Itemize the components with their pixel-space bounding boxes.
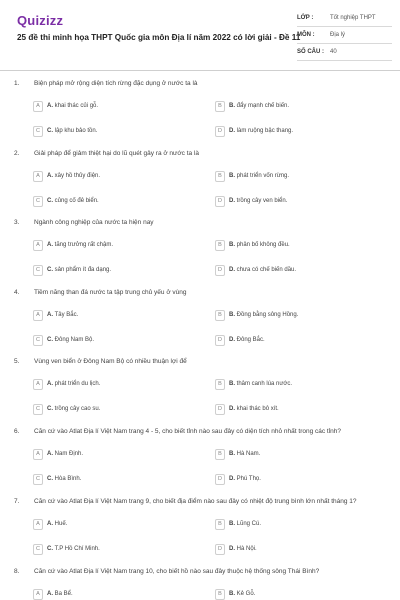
option-text: A. tăng trưởng rất chậm. bbox=[47, 242, 113, 248]
option-text: A. phát triển du lịch. bbox=[47, 381, 101, 387]
option-text: C. sản phẩm ít đa dạng. bbox=[47, 267, 112, 273]
option-a[interactable] bbox=[33, 170, 215, 182]
meta-value: Tốt nghiệp THPT bbox=[330, 15, 376, 21]
option-text: A. Nam Định. bbox=[47, 451, 84, 457]
option-letter: B bbox=[215, 519, 225, 530]
option-letter: A bbox=[33, 449, 43, 460]
option-d[interactable] bbox=[215, 125, 397, 137]
meta-row-subject bbox=[297, 27, 392, 44]
option-text: A. Huế. bbox=[47, 521, 68, 527]
option-text: B. Lũng Cú. bbox=[229, 521, 262, 527]
option-text: D. Phú Thọ. bbox=[229, 476, 261, 482]
option-letter: B bbox=[215, 589, 225, 600]
option-text: A. Tây Bắc. bbox=[47, 312, 79, 318]
option-a[interactable] bbox=[33, 588, 215, 600]
option-text: B. phát triển vốn rừng. bbox=[229, 173, 290, 179]
option-text: D. Hà Nội. bbox=[229, 546, 257, 552]
worksheet-meta bbox=[297, 10, 392, 61]
question-number: 4. bbox=[14, 289, 20, 296]
option-text: B. Đồng bằng sông Hồng. bbox=[229, 312, 299, 318]
option-letter: B bbox=[215, 171, 225, 182]
option-b[interactable] bbox=[215, 588, 397, 600]
meta-label: SỐ CÂU : bbox=[297, 49, 324, 55]
option-letter: A bbox=[33, 101, 43, 112]
meta-label: MÔN : bbox=[297, 32, 315, 38]
option-b[interactable] bbox=[215, 518, 397, 530]
question-text: Căn cứ vào Atlat Địa lí Việt Nam trang 4 - 5, cho biết tỉnh nào sau đây có diện tích nhỏ nhất trong các tỉnh? bbox=[34, 428, 342, 435]
option-letter: B bbox=[215, 379, 225, 390]
option-letter: D bbox=[215, 544, 225, 555]
option-b[interactable] bbox=[215, 448, 397, 460]
option-letter: C bbox=[33, 265, 43, 276]
option-text: A. Ba Bể. bbox=[47, 591, 73, 597]
option-b[interactable] bbox=[215, 170, 397, 182]
header-divider bbox=[0, 70, 400, 71]
option-letter: C bbox=[33, 196, 43, 207]
question-number: 1. bbox=[14, 80, 20, 87]
option-c[interactable] bbox=[33, 543, 215, 555]
question-text: Ngành công nghiệp của nước ta hiện nay bbox=[34, 219, 154, 226]
option-text: C. lập khu bảo tồn. bbox=[47, 128, 98, 134]
option-c[interactable] bbox=[33, 473, 215, 485]
option-letter: D bbox=[215, 404, 225, 415]
question-number: 2. bbox=[14, 150, 20, 157]
option-b[interactable] bbox=[215, 239, 397, 251]
option-text: D. làm ruộng bậc thang. bbox=[229, 128, 294, 134]
question-text: Căn cứ vào Atlat Địa lí Việt Nam trang 10, cho biết hồ nào sau đây thuộc hệ thống sông Thái Bình? bbox=[34, 568, 320, 575]
option-letter: A bbox=[33, 240, 43, 251]
option-b[interactable] bbox=[215, 100, 397, 112]
option-text: B. Kẻ Gỗ. bbox=[229, 591, 256, 597]
option-letter: D bbox=[215, 474, 225, 485]
meta-value: Địa lý bbox=[330, 32, 346, 38]
option-d[interactable] bbox=[215, 543, 397, 555]
option-text: C. T.P Hồ Chí Minh. bbox=[47, 546, 100, 552]
option-a[interactable] bbox=[33, 239, 215, 251]
question-number: 6. bbox=[14, 428, 20, 435]
option-a[interactable] bbox=[33, 518, 215, 530]
option-letter: A bbox=[33, 589, 43, 600]
question-text: Vùng ven biển ở Đông Nam Bộ có nhiều thuận lợi để bbox=[34, 358, 187, 365]
question-text: Biện pháp mở rộng diện tích rừng đặc dụng ở nước ta là bbox=[34, 80, 198, 87]
option-a[interactable] bbox=[33, 309, 215, 321]
question-number: 7. bbox=[14, 498, 20, 505]
option-c[interactable] bbox=[33, 403, 215, 415]
option-letter: B bbox=[215, 310, 225, 321]
option-letter: D bbox=[215, 265, 225, 276]
option-b[interactable] bbox=[215, 378, 397, 390]
option-letter: A bbox=[33, 379, 43, 390]
option-letter: C bbox=[33, 126, 43, 137]
option-a[interactable] bbox=[33, 448, 215, 460]
option-letter: C bbox=[33, 544, 43, 555]
question-text: Căn cứ vào Atlat Địa lí Việt Nam trang 9, cho biết địa điểm nào sau đây có nhiệt độ trung bình lớn nhất tháng 1? bbox=[34, 498, 357, 505]
option-text: B. phân bố không đều. bbox=[229, 242, 290, 248]
option-text: A. xây hồ thủy điện. bbox=[47, 173, 101, 179]
option-letter: B bbox=[215, 101, 225, 112]
meta-label: LỚP : bbox=[297, 15, 314, 21]
meta-row-count bbox=[297, 44, 392, 61]
option-letter: A bbox=[33, 519, 43, 530]
option-letter: A bbox=[33, 171, 43, 182]
option-letter: A bbox=[33, 310, 43, 321]
option-text: A. khai thác củi gỗ. bbox=[47, 103, 99, 109]
option-d[interactable] bbox=[215, 403, 397, 415]
option-text: C. trồng cây cao su. bbox=[47, 406, 101, 412]
option-letter: D bbox=[215, 335, 225, 346]
option-text: D. Đông Bắc. bbox=[229, 337, 265, 343]
option-letter: B bbox=[215, 240, 225, 251]
option-c[interactable] bbox=[33, 195, 215, 207]
option-b[interactable] bbox=[215, 309, 397, 321]
option-text: D. khai thác bô xít. bbox=[229, 406, 279, 412]
option-text: D. trồng cây ven biển. bbox=[229, 198, 288, 204]
option-a[interactable] bbox=[33, 100, 215, 112]
option-letter: B bbox=[215, 449, 225, 460]
option-text: D. chưa có chế biến dầu. bbox=[229, 267, 297, 273]
quizizz-logo: Quizizz bbox=[17, 13, 64, 28]
worksheet-header bbox=[0, 0, 400, 70]
option-c[interactable] bbox=[33, 125, 215, 137]
option-letter: D bbox=[215, 126, 225, 137]
question-text: Tiềm năng than đá nước ta tập trung chủ yếu ở vùng bbox=[34, 289, 187, 296]
meta-value: 40 bbox=[330, 49, 337, 55]
question-number: 5. bbox=[14, 358, 20, 365]
option-letter: C bbox=[33, 404, 43, 415]
option-text: B. Hà Nam. bbox=[229, 451, 261, 457]
option-letter: D bbox=[215, 196, 225, 207]
option-d[interactable] bbox=[215, 264, 397, 276]
option-letter: C bbox=[33, 474, 43, 485]
option-c[interactable] bbox=[33, 264, 215, 276]
worksheet-title: 25 đề thi minh họa THPT Quốc gia môn Địa lí năm 2022 có lời giải - Đề 11 bbox=[17, 33, 301, 42]
question-number: 3. bbox=[14, 219, 20, 226]
option-text: C. Đông Nam Bộ. bbox=[47, 337, 95, 343]
option-text: B. thâm canh lúa nước. bbox=[229, 381, 292, 387]
question-number: 8. bbox=[14, 568, 20, 575]
option-d[interactable] bbox=[215, 334, 397, 346]
meta-row-class bbox=[297, 10, 392, 27]
option-letter: C bbox=[33, 335, 43, 346]
option-c[interactable] bbox=[33, 334, 215, 346]
option-text: C. Hòa Bình. bbox=[47, 476, 82, 482]
option-text: B. đẩy mạnh chế biến. bbox=[229, 103, 290, 109]
option-d[interactable] bbox=[215, 195, 397, 207]
option-a[interactable] bbox=[33, 378, 215, 390]
question-text: Giải pháp để giảm thiệt hại do lũ quét gây ra ở nước ta là bbox=[34, 150, 200, 157]
option-text: C. củng cố đê biển. bbox=[47, 198, 99, 204]
option-d[interactable] bbox=[215, 473, 397, 485]
